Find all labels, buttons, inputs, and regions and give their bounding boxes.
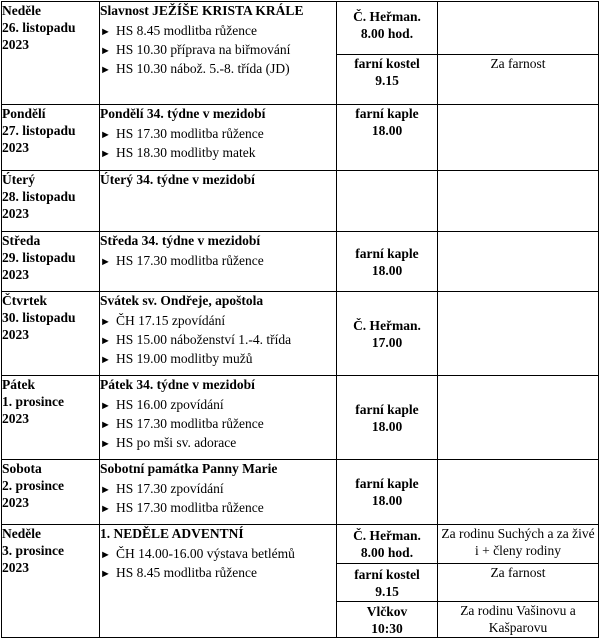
list-item: ► HS 8.45 modlitba růžence (100, 564, 336, 583)
day-program (100, 525, 337, 638)
day-cell: Středa 29. listopadu 2023 (2, 232, 100, 292)
mass-intention (438, 2, 599, 55)
weekly-schedule-table (1, 1, 599, 638)
bullet-arrow-icon: ► (100, 64, 111, 76)
list-item: ► HS 10.30 nábož. 5.-8. třída (JD) (100, 60, 336, 79)
table-row (2, 292, 599, 376)
list-item: ► HS 15.00 náboženství 1.-4. třída (100, 331, 336, 350)
table-row (2, 460, 599, 525)
mass-place: farní kaple 18.00 (337, 232, 438, 292)
day-cell: Úterý 28. listopadu 2023 (2, 171, 100, 232)
mass-place: farní kaple 18.00 (337, 376, 438, 460)
list-item: ► HS 19.00 modlitby mužů (100, 350, 336, 369)
table-row (2, 2, 599, 55)
schedule-sheet (1, 1, 599, 638)
bullet-arrow-icon: ► (100, 129, 111, 141)
list-item: ► HS 18.30 modlitby matek (100, 144, 336, 163)
mass-place: Č. Heřman. 8.00 hod. (337, 525, 438, 564)
list-item: ► HS 8.45 modlitba růžence (100, 22, 336, 41)
list-item: ► HS 17.30 modlitba růžence (100, 499, 336, 518)
bullet-arrow-icon: ► (100, 256, 111, 268)
mass-place: farní kaple 18.00 (337, 105, 438, 171)
list-item: ► ČH 14.00-16.00 výstava betlémů (100, 545, 336, 564)
bullet-arrow-icon: ► (100, 45, 111, 57)
bullet-arrow-icon: ► (100, 26, 111, 38)
table-row (2, 105, 599, 171)
day-title: Sobotní památka Panny Marie (100, 461, 278, 476)
day-cell: Pondělí 27. listopadu 2023 (2, 105, 100, 171)
list-item: ► HS 17.30 zpovídání (100, 480, 336, 499)
mass-place: farní kostel 9.15 (337, 55, 438, 105)
day-title: Svátek sv. Ondřeje, apoštola (100, 293, 264, 308)
bullet-arrow-icon: ► (100, 419, 111, 431)
day-program (100, 2, 337, 105)
mass-intention: Za rodinu Suchých a za živé i + členy rodiny (438, 525, 599, 564)
table-row (2, 376, 599, 460)
list-item: ► HS 17.30 modlitba růžence (100, 415, 336, 434)
mass-intention: Za farnost (438, 564, 599, 602)
mass-intention (438, 232, 599, 292)
bullet-arrow-icon: ► (100, 438, 111, 450)
mass-place: Vlčkov 10:30 (337, 602, 438, 638)
mass-place (337, 171, 438, 232)
table-row (2, 171, 599, 232)
list-item: ► HS 17.30 modlitba růžence (100, 125, 336, 144)
day-cell: Pátek 1. prosince 2023 (2, 376, 100, 460)
day-program (100, 376, 337, 460)
bullet-arrow-icon: ► (100, 400, 111, 412)
bullet-arrow-icon: ► (100, 503, 111, 515)
day-cell: Neděle 26. listopadu 2023 (2, 2, 100, 105)
mass-place: farní kostel 9.15 (337, 564, 438, 602)
day-cell: Čtvrtek 30. listopadu 2023 (2, 292, 100, 376)
day-cell: Neděle 3. prosince 2023 (2, 525, 100, 638)
bullet-arrow-icon: ► (100, 335, 111, 347)
bullet-arrow-icon: ► (100, 568, 111, 580)
mass-place: Č. Heřman. 8.00 hod. (337, 2, 438, 55)
day-title: Slavnost JEŽÍŠE KRISTA KRÁLE (100, 3, 304, 18)
list-item: ► HS 17.30 modlitba růžence (100, 252, 336, 271)
day-title: 1. NEDĚLE ADVENTNÍ (100, 526, 244, 541)
day-title: Úterý 34. týdne v mezidobí (100, 172, 255, 187)
mass-intention (438, 171, 599, 232)
mass-place: farní kaple 18.00 (337, 460, 438, 525)
list-item: ► HS 10.30 příprava na biřmování (100, 41, 336, 60)
table-row (2, 525, 599, 564)
list-item: ► HS po mši sv. adorace (100, 434, 336, 453)
day-program (100, 460, 337, 525)
mass-intention (438, 105, 599, 171)
day-cell: Sobota 2. prosince 2023 (2, 460, 100, 525)
bullet-arrow-icon: ► (100, 148, 111, 160)
mass-place: Č. Heřman. 17.00 (337, 292, 438, 376)
bullet-arrow-icon: ► (100, 316, 111, 328)
mass-intention: Za rodinu Vašinovu a Kašparovu (438, 602, 599, 638)
day-title: Pondělí 34. týdne v mezidobí (100, 106, 266, 121)
bullet-arrow-icon: ► (100, 484, 111, 496)
list-item: ► HS 16.00 zpovídání (100, 396, 336, 415)
day-program (100, 171, 337, 232)
bullet-arrow-icon: ► (100, 549, 111, 561)
day-title: Pátek 34. týdne v mezidobí (100, 377, 255, 392)
mass-intention: Za farnost (438, 55, 599, 105)
day-program (100, 105, 337, 171)
bullet-arrow-icon: ► (100, 354, 111, 366)
table-row (2, 232, 599, 292)
day-title: Středa 34. týdne v mezidobí (100, 233, 261, 248)
day-program (100, 232, 337, 292)
day-program (100, 292, 337, 376)
mass-intention (438, 460, 599, 525)
mass-intention (438, 376, 599, 460)
list-item: ► ČH 17.15 zpovídání (100, 312, 336, 331)
mass-intention (438, 292, 599, 376)
